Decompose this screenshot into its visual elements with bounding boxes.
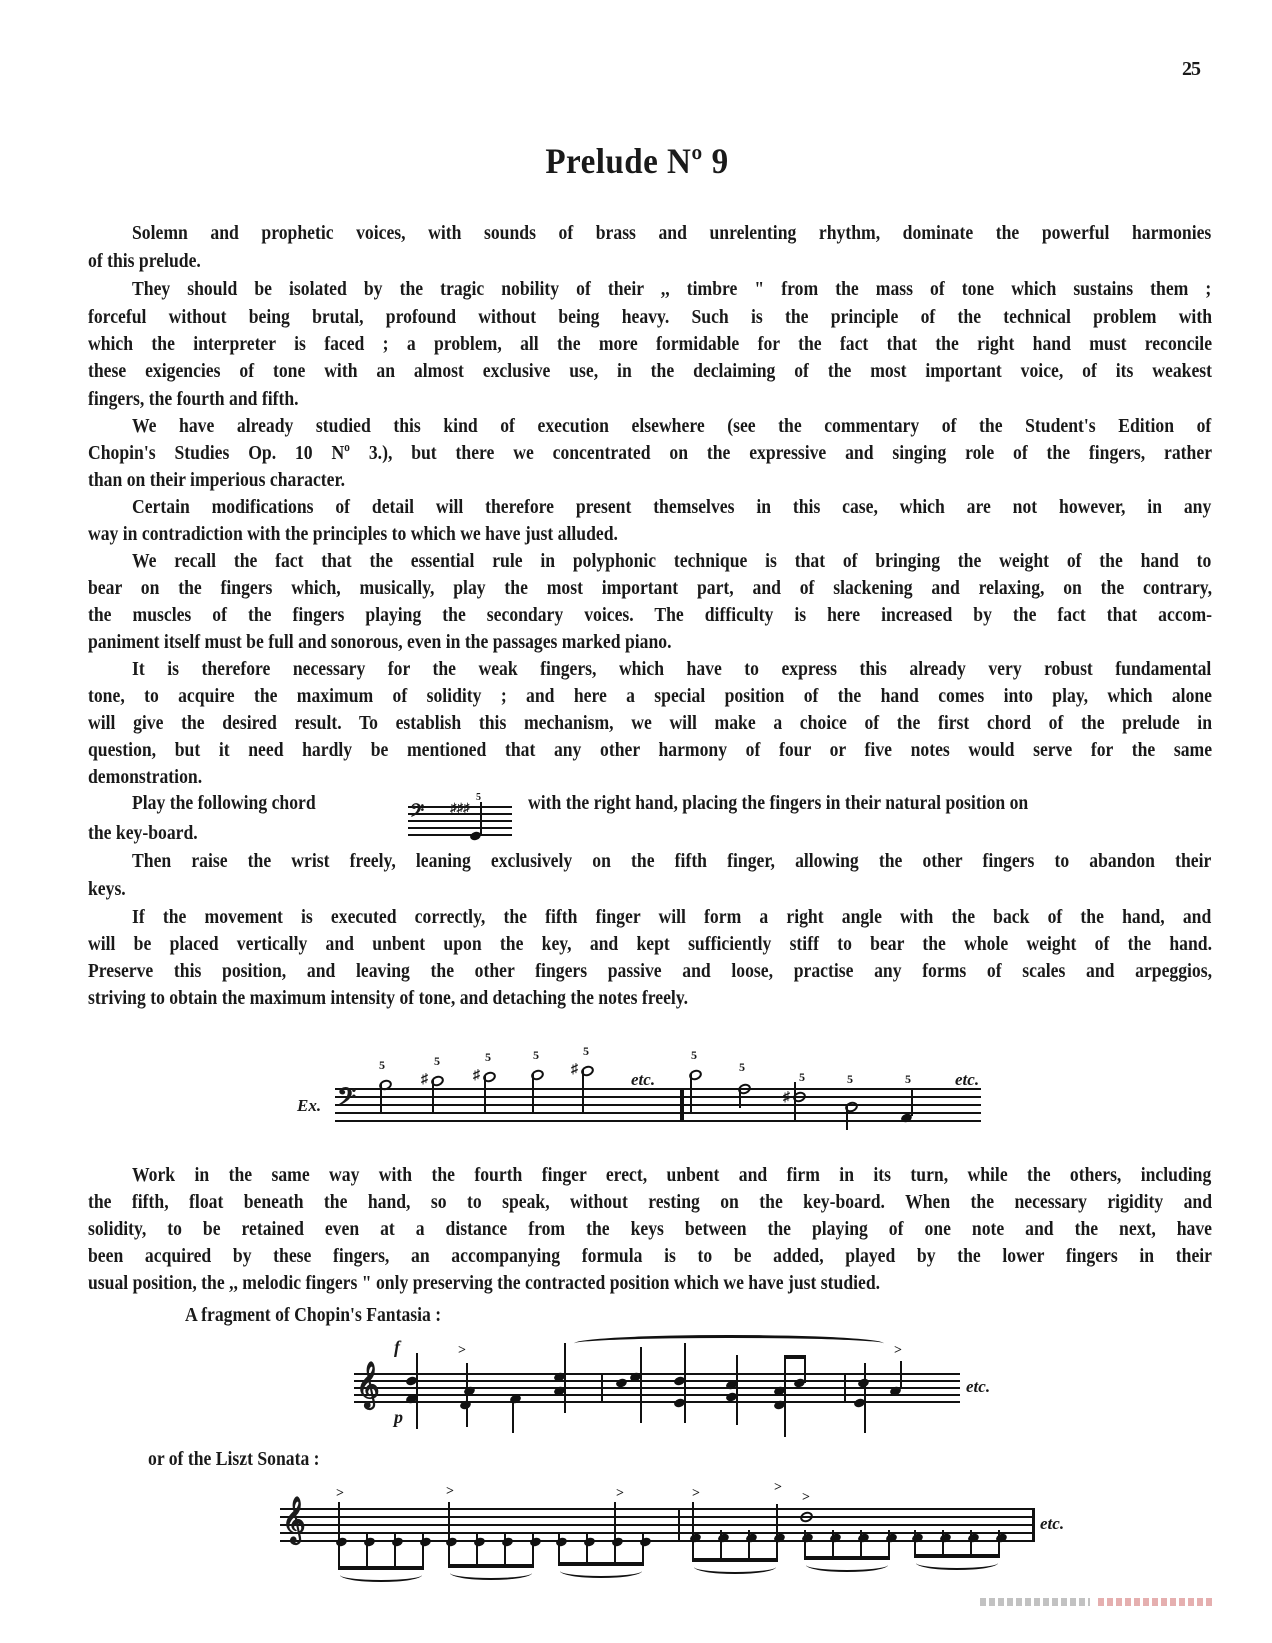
text-line: been acquired by these fingers, an accompanying formula is to be added, played by the lower fingers in their [88, 1245, 1213, 1267]
text-line: Chopin's Studies Op. 10 Nº 3.), but there we concentrated on the expressive and singing role of the fingers, rather [88, 442, 1213, 464]
fantasia-staff: 𝄞 f p > > etc. [354, 1373, 960, 1405]
liszt-caption: or of the Liszt Sonata : [148, 1448, 320, 1470]
text-line: It is therefore necessary for the weak fingers, which have to express this already very robust fundamental [132, 658, 1212, 680]
bass-clef-icon: 𝄢 [337, 1084, 357, 1117]
inline-chord-figure: 𝄢 ♯♯♯ 5 [408, 806, 512, 836]
page-number: 25 [1182, 58, 1200, 80]
text-line: We recall the fact that the essential rule in polyphonic technique is that of bringing the weight of the hand to [132, 550, 1212, 572]
text-line: Then raise the wrist freely, leaning exclusively on the fifth finger, allowing the other fingers to abandon their [132, 850, 1212, 872]
text-line: the fifth, float beneath the hand, so to speak, without resting on the key-board. When the necessary rigidity and [88, 1191, 1213, 1213]
text-line: If the movement is executed correctly, the fifth finger will form a right angle with the back of the hand, and [132, 906, 1212, 928]
text-line: tone, to acquire the maximum of solidity ; and here a special position of the hand comes into play, which alone [88, 685, 1213, 707]
text-line: Play the following chord [132, 792, 316, 814]
text-line: than on their imperious character. [88, 469, 346, 491]
etc-label: etc. [966, 1377, 991, 1396]
text-line: fingers, the fourth and fifth. [88, 388, 299, 410]
slur [574, 1335, 884, 1352]
text-line: with the right hand, placing the fingers in their natural position on [528, 792, 1029, 814]
dynamic-forte: f [394, 1337, 400, 1357]
watermark [980, 1598, 1212, 1608]
text-line: usual position, the ,, melodic fingers " only preserving the contracted position which we have just studied. [88, 1272, 881, 1294]
page-title: Prelude Nº 9 [545, 141, 729, 181]
etc-label: etc. [955, 1070, 980, 1089]
etc-label: etc. [1040, 1514, 1065, 1533]
text-line: They should be isolated by the tragic nobility of their ,, timbre " from the mass of tone which sustains them ; [132, 278, 1212, 300]
text-line: paniment itself must be full and sonorous, even in the passages marked piano. [88, 631, 672, 653]
text-line: will be placed vertically and unbent upon the key, and kept sufficiently stiff to bear the whole weight of the hand. [88, 933, 1213, 955]
text-line: forceful without being brutal, profound without being heavy. Such is the principle of the technical problem with [88, 306, 1213, 328]
text-line: Solemn and prophetic voices, with sounds of brass and unrelenting rhythm, dominate the powerful harmonies [132, 222, 1212, 244]
text-line: solidity, to be retained even at a distance from the keys between the playing of one note and the next, have [88, 1218, 1213, 1240]
text-line: Certain modifications of detail will therefore present themselves in this case, which are not however, in any [132, 496, 1212, 518]
sharp-icon: ♯♯♯ [450, 800, 470, 815]
text-line: of this prelude. [88, 250, 201, 272]
treble-clef-icon: 𝄞 [282, 1497, 306, 1542]
text-line: these exigencies of tone with an almost exclusive use, in the declaiming of the most important voice, of its weakest [88, 360, 1213, 382]
text-line: the muscles of the fingers playing the secondary voices. The difficulty is here increased by the fact that accom- [88, 604, 1213, 626]
example-label: Ex. [297, 1096, 322, 1115]
treble-clef-icon: 𝄞 [356, 1362, 380, 1407]
text-line: bear on the fingers which, musically, play the most important part, and of slackening and relaxing, on the contrary, [88, 577, 1213, 599]
text-line: will give the desired result. To establish this mechanism, we will make a choice of the first chord of the prelude in [88, 712, 1213, 734]
text-line: question, but it need hardly be mentioned that any other harmony of four or five notes would serve for the same [88, 739, 1213, 761]
text-line: We have already studied this kind of execution elsewhere (see the commentary of the Student's Edition of [132, 415, 1212, 437]
text-line: way in contradiction with the principles to which we have just alluded. [88, 523, 618, 545]
text-line: the key-board. [88, 822, 198, 844]
text-line: keys. [88, 878, 126, 900]
text-line: demonstration. [88, 766, 203, 788]
bass-clef-icon: 𝄢 [410, 800, 425, 825]
etc-label: etc. [631, 1070, 656, 1089]
music-example-staff: Ex. 𝄢 5 ♯ 5 ♯ 5 5 ♯ 5 etc. 5 5 ♯ 5 5 5 etc. [335, 1088, 981, 1124]
text-line: Preserve this position, and leaving the other fingers passive and loose, practise any forms of scales and arpeggios, [88, 960, 1213, 982]
fantasia-caption: A fragment of Chopin's Fantasia : [185, 1304, 442, 1326]
text-line: which the interpreter is faced ; a problem, all the more formidable for the fact that the right hand must reconcile [88, 333, 1213, 355]
text-line: striving to obtain the maximum intensity of tone, and detaching the notes freely. [88, 987, 689, 1009]
liszt-staff: 𝄞 > > > > > > etc. [280, 1508, 1034, 1540]
text-line: Work in the same way with the fourth finger erect, unbent and firm in its turn, while the others, including [132, 1164, 1212, 1186]
dynamic-piano: p [394, 1407, 403, 1427]
